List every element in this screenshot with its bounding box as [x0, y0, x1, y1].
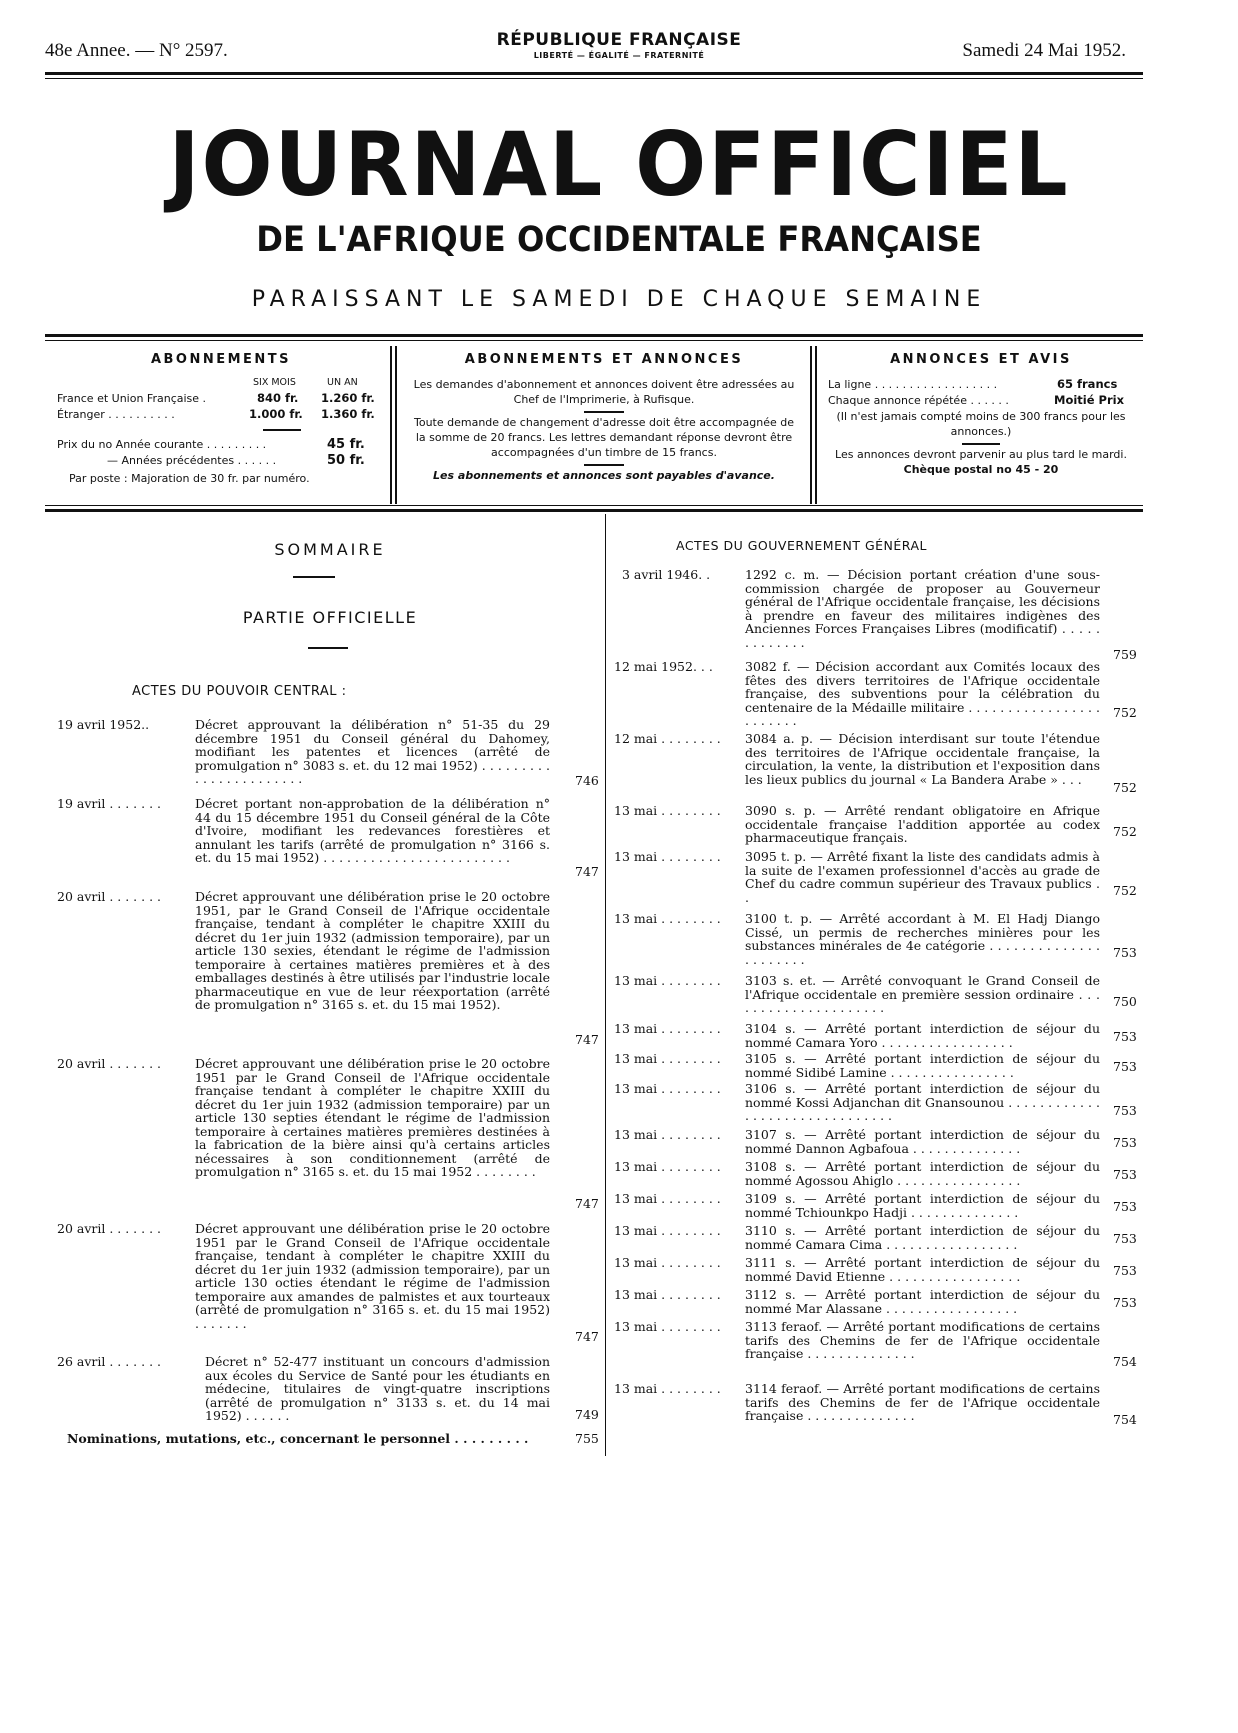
entry-date: 20 avril . . . . . . . [57, 889, 161, 904]
entry-text: Décret approuvant la délibération n° 51-35 du 29 décembre 1951 du Conseil général du Dahomey, modifiant les patentes et licences (arrêté de promulgation n° 3083 s. et. du 12 mai 1952) . . . . . . . . . . . . . . . . . . . . . . . [195, 717, 550, 786]
entry-date: 13 mai . . . . . . . . [614, 1223, 721, 1238]
entry-date: 26 avril . . . . . . . [57, 1354, 161, 1369]
entry-date: 3 avril 1946. . [622, 567, 711, 582]
poste-note: Par poste : Majoration de 30 fr. par numéro. [69, 472, 310, 485]
nominations-page: 755 [575, 1431, 599, 1446]
entry-page: 749 [575, 1407, 599, 1422]
tarif-row [45, 407, 385, 423]
prix-value: 45 fr. [327, 437, 365, 452]
entry-date: 13 mai . . . . . . . . [614, 1255, 721, 1270]
prix-value: 50 fr. [327, 453, 365, 468]
motto: LIBERTÉ — ÉGALITÉ — FRATERNITÉ [533, 51, 705, 60]
tarif-label: France et Union Française . [57, 392, 207, 405]
changement-adresse-note: Toute demande de changement d'adresse doit être accompagnée de la somme de 20 francs. Les lettres demandant réponse devront être accompagnées d'un timbre de 15 francs. [414, 416, 794, 459]
entry-page: 753 [1113, 1231, 1137, 1246]
entry-date: 12 mai . . . . . . . . [614, 731, 721, 746]
abonnements-title: ABONNEMENTS [150, 352, 292, 367]
entry-text: 3105 s. — Arrêté portant interdiction de séjour du nommé Sidibé Lamine . . . . . . . . . . . . . . . . [745, 1051, 1100, 1080]
entry-date: 13 mai . . . . . . . . [614, 1287, 721, 1302]
entry-text: 3109 s. — Arrêté portant interdiction de séjour du nommé Tchiounkpo Hadji . . . . . . . . . . . . . . [745, 1191, 1100, 1220]
entry-text: Décret n° 52-477 instituant un concours d'admission aux écoles du Service de Santé pour les étudiants en médecine, titulaires de vingt-quatre inscriptions (arrêté de promulgation n° 3133 s. et. du 14 mai 1952) . . . . . . [205, 1354, 550, 1423]
entry-text: 3114 feraof. — Arrêté portant modifications de certains tarifs des Chemins de fer de l'Afrique occidentale française . . . . . . . . . . . . . . [745, 1381, 1100, 1423]
entry-text: 1292 c. m. — Décision portant création d'une sous-commission chargée de proposer au Gouverneur général de l'Afrique occidentale française, les décisions à prendre en faveur des militaires indigènes des Anciennes Forces Françaises Libres (modificatif) . . . . . . . . . . . . . [745, 567, 1100, 650]
entry-date: 13 mai . . . . . . . . [614, 973, 721, 988]
entry-page: 747 [575, 1196, 599, 1211]
entry-text: 3084 a. p. — Décision interdisant sur toute l'étendue des territoires de l'Afrique occidentale française, la circulation, la vente, la distribution et l'exposition dans les lieux publics du journal « La Bandera Arabe » . . . [745, 731, 1100, 787]
abonnements-box [45, 352, 385, 486]
entry-date: 13 mai . . . . . . . . [614, 849, 721, 864]
entry-date: 13 mai . . . . . . . . [614, 1127, 721, 1142]
entry-text: 3110 s. — Arrêté portant interdiction de séjour du nommé Camara Cima . . . . . . . . . . . . . . . . . [745, 1223, 1100, 1252]
annonces-avis-box [822, 352, 1140, 477]
pouvoir-central-heading: ACTES DU POUVOIR CENTRAL : [132, 684, 347, 699]
top-rule-thin [45, 78, 1143, 79]
box-top-rule [45, 334, 1143, 337]
nominations-entry [67, 1432, 567, 1446]
entry-page: 753 [1113, 1059, 1137, 1074]
minimum-note: (Il n'est jamais compté moins de 300 francs pour les annonces.) [836, 410, 1126, 438]
entry-date: 20 avril . . . . . . . [57, 1221, 161, 1236]
entry-page: 753 [1113, 945, 1137, 960]
ligne-label: La ligne . . . . . . . . . . . . . . . . . . [828, 378, 998, 391]
abonnements-annonces-title: ABONNEMENTS ET ANNONCES [464, 352, 744, 367]
demandes-note: Les demandes d'abonnement et annonces doivent être adressées au Chef de l'Imprimerie, à Rufisque. [413, 378, 795, 406]
entry-date: 19 avril 1952.. [57, 717, 150, 732]
entry-date: 13 mai . . . . . . . . [614, 1191, 721, 1206]
prix-row [45, 437, 385, 453]
divider [263, 429, 301, 431]
entry-page: 754 [1113, 1412, 1137, 1427]
box-bottom-rule [45, 509, 1143, 512]
annonces-avis-title: ANNONCES ET AVIS [890, 352, 1072, 367]
issue-number: 48e Annee. — N° 2597. [45, 40, 228, 61]
entry-text: 3090 s. p. — Arrêté rendant obligatoire en Afrique occidentale française l'addition apportée au codex pharmaceutique français. [745, 803, 1100, 845]
gouvernement-general-heading: ACTES DU GOUVERNEMENT GÉNÉRAL [676, 538, 927, 553]
tarif-six: 840 fr. [257, 391, 299, 405]
prix-label: Prix du no Année courante . . . . . . . . . [57, 438, 267, 451]
entry-date: 12 mai 1952. . . [614, 659, 713, 674]
publication-frequency: PARAISSANT LE SAMEDI DE CHAQUE SEMAINE [251, 287, 987, 312]
journal-subtitle: DE L'AFRIQUE OCCIDENTALE FRANÇAISE [256, 220, 982, 260]
repetee-label: Chaque annonce répétée . . . . . . [828, 394, 1009, 407]
top-rule [45, 72, 1143, 75]
entry-text: 3107 s. — Arrêté portant interdiction de séjour du nommé Dannon Agbafoua . . . . . . . . . . . . . . [745, 1127, 1100, 1156]
tarif-six: 1.000 fr. [249, 407, 303, 421]
entry-page: 747 [575, 864, 599, 879]
prix-row [45, 453, 385, 469]
entry-text: Décret portant non-approbation de la délibération n° 44 du 15 décembre 1951 du Conseil général de la Côte d'Ivoire, modifiant les redevances forestières et annulant les tarifs (arrêté de promulgation n° 3166 s. et. du 15 mai 1952) . . . . . . . . . . . . . . . . . . . . . . . . [195, 796, 550, 865]
ligne-value: 65 francs [1057, 377, 1118, 391]
entry-page: 753 [1113, 1167, 1137, 1182]
issue-date: Samedi 24 Mai 1952. [962, 40, 1126, 61]
entry-page: 746 [575, 773, 599, 788]
entry-date: 13 mai . . . . . . . . [614, 1381, 721, 1396]
payables-note: Les abonnements et annonces sont payables d'avance. [433, 469, 775, 482]
delai-note: Les annonces devront parvenir au plus tard le mardi. [835, 448, 1127, 461]
entry-page: 753 [1113, 1263, 1137, 1278]
republic-label: RÉPUBLIQUE FRANÇAISE [496, 30, 742, 50]
entry-page: 753 [1113, 1135, 1137, 1150]
entry-page: 754 [1113, 1354, 1137, 1369]
entry-page: 752 [1113, 780, 1137, 795]
entry-text: 3106 s. — Arrêté portant interdiction de séjour du nommé Kossi Adjanchan dit Gnansounou . . . . . . . . . . . . . . . . . . . . . . . . . . . . . . . [745, 1081, 1100, 1123]
entry-text: 3103 s. et. — Arrêté convoquant le Grand Conseil de l'Afrique occidentale en première session ordinaire . . . . . . . . . . . . . . . . . . . . . [745, 973, 1100, 1015]
entry-page: 752 [1113, 824, 1137, 839]
tarif-an: 1.260 fr. [321, 391, 375, 405]
entry-text: Décret approuvant une délibération prise le 20 octobre 1951, par le Grand Conseil de l'Afrique occidentale française, tendant à compléter le chapitre XXIII du décret du 1er juin 1932 (admission temporaire), par un article 130 sexies, étendant le régime de l'admission temporaire à certaines matières premières et à des emballages destinés à être utilisés par l'industrie locale pharmaceutique en vue de leur réexportation (arrêté de promulgation n° 3165 s. et. du 15 mai 1952). [195, 889, 550, 1012]
abonnements-annonces-box [404, 352, 804, 483]
entry-date: 19 avril . . . . . . . [57, 796, 161, 811]
box-bottom-rule-thin [45, 505, 1143, 506]
nominations-text: Nominations, mutations, etc., concernant le personnel . . . . . . . . . [67, 1431, 529, 1446]
entry-text: 3108 s. — Arrêté portant interdiction de séjour du nommé Agossou Ahiglo . . . . . . . . . . . . . . . . [745, 1159, 1100, 1188]
entry-page: 747 [575, 1032, 599, 1047]
tarif-row [45, 391, 385, 407]
entry-date: 20 avril . . . . . . . [57, 1056, 161, 1071]
entry-page: 752 [1113, 705, 1137, 720]
entry-text: 3112 s. — Arrêté portant interdiction de séjour du nommé Mar Alassane . . . . . . . . . . . . . . . . . [745, 1287, 1100, 1316]
entry-date: 13 mai . . . . . . . . [614, 1081, 721, 1096]
entry-page: 753 [1113, 1199, 1137, 1214]
cheque-postal: Chèque postal no 45 - 20 [903, 463, 1059, 476]
entry-date: 13 mai . . . . . . . . [614, 1021, 721, 1036]
sommaire-title: SOMMAIRE [274, 540, 386, 559]
entry-text: Décret approuvant une délibération prise le 20 octobre 1951 par le Grand Conseil de l'Afrique occidentale française tendant à compléter le chapitre XXIII du décret du 1er juin 1932 (admission temporaire) par un article 130 septies étendant le régime de l'admission temporaire à certaines matières premières destinées à la fabrication de la bière ainsi qu'à certains articles nécessaires à son conditionnement (arrêté de promulgation n° 3165 s. et. du 15 mai 1952 . . . . . . . . [195, 1056, 550, 1179]
entry-text: 3100 t. p. — Arrêté accordant à M. El Hadj Diango Cissé, un permis de recherches minières pour les substances minérales de 4e catégorie . . . . . . . . . . . . . . . . . . . . . . [745, 911, 1100, 967]
entry-text: 3113 feraof. — Arrêté portant modifications de certains tarifs des Chemins de fer de l'Afrique occidentale française . . . . . . . . . . . . . . [745, 1319, 1100, 1361]
journal-title: JOURNAL OFFICIEL [168, 113, 1070, 216]
col-six-mois: SIX MOIS [253, 377, 296, 388]
entry-date: 13 mai . . . . . . . . [614, 911, 721, 926]
entry-page: 759 [1113, 647, 1137, 662]
entry-date: 13 mai . . . . . . . . [614, 1051, 721, 1066]
box-top-rule-thin [45, 340, 1143, 341]
entry-date: 13 mai . . . . . . . . [614, 1159, 721, 1174]
entry-page: 752 [1113, 883, 1137, 898]
entry-text: 3111 s. — Arrêté portant interdiction de séjour du nommé David Etienne . . . . . . . . . . . . . . . . . [745, 1255, 1100, 1284]
tarif-label: Étranger . . . . . . . . . . [57, 408, 175, 421]
entry-page: 753 [1113, 1295, 1137, 1310]
column-divider [605, 514, 606, 1456]
entry-date: 13 mai . . . . . . . . [614, 803, 721, 818]
repetee-value: Moitié Prix [1054, 393, 1124, 407]
entry-page: 753 [1113, 1029, 1137, 1044]
entry-text: 3104 s. — Arrêté portant interdiction de séjour du nommé Camara Yoro . . . . . . . . . . . . . . . . . [745, 1021, 1100, 1050]
entry-page: 753 [1113, 1103, 1137, 1118]
prix-label: — Années précédentes . . . . . . [107, 454, 277, 467]
col-un-an: UN AN [327, 377, 358, 388]
repetee-row [822, 393, 1140, 409]
entry-text: Décret approuvant une délibération prise le 20 octobre 1951 par le Grand Conseil de l'Afrique occidentale française, tendant à compléter le chapitre XXIII du décret du 1er juin 1932 (admission temporaire), par un article 130 octies étendant le régime de l'admission temporaire aux amandes de palmistes et aux tourteaux (arrêté de promulgation n° 3165 s. et. du 15 mai 1952) . . . . . . . [195, 1221, 550, 1331]
entry-page: 747 [575, 1329, 599, 1344]
tarif-an: 1.360 fr. [321, 407, 375, 421]
entry-text: 3095 t. p. — Arrêté fixant la liste des candidats admis à la suite de l'examen professionnel d'accès au grade de Chef du cadre commun supérieur des Travaux publics . . [745, 849, 1100, 905]
entry-page: 750 [1113, 994, 1137, 1009]
entry-date: 13 mai . . . . . . . . [614, 1319, 721, 1334]
partie-officielle-title: PARTIE OFFICIELLE [242, 608, 418, 627]
ligne-row [822, 377, 1140, 393]
entry-text: 3082 f. — Décision accordant aux Comités locaux des fêtes des divers territoires de l'Afrique occidentale française, des subventions pour la célébration du centenaire de la Médaille militaire . . . . . . . . . . . . . . . . . . . . . . . . [745, 659, 1100, 728]
